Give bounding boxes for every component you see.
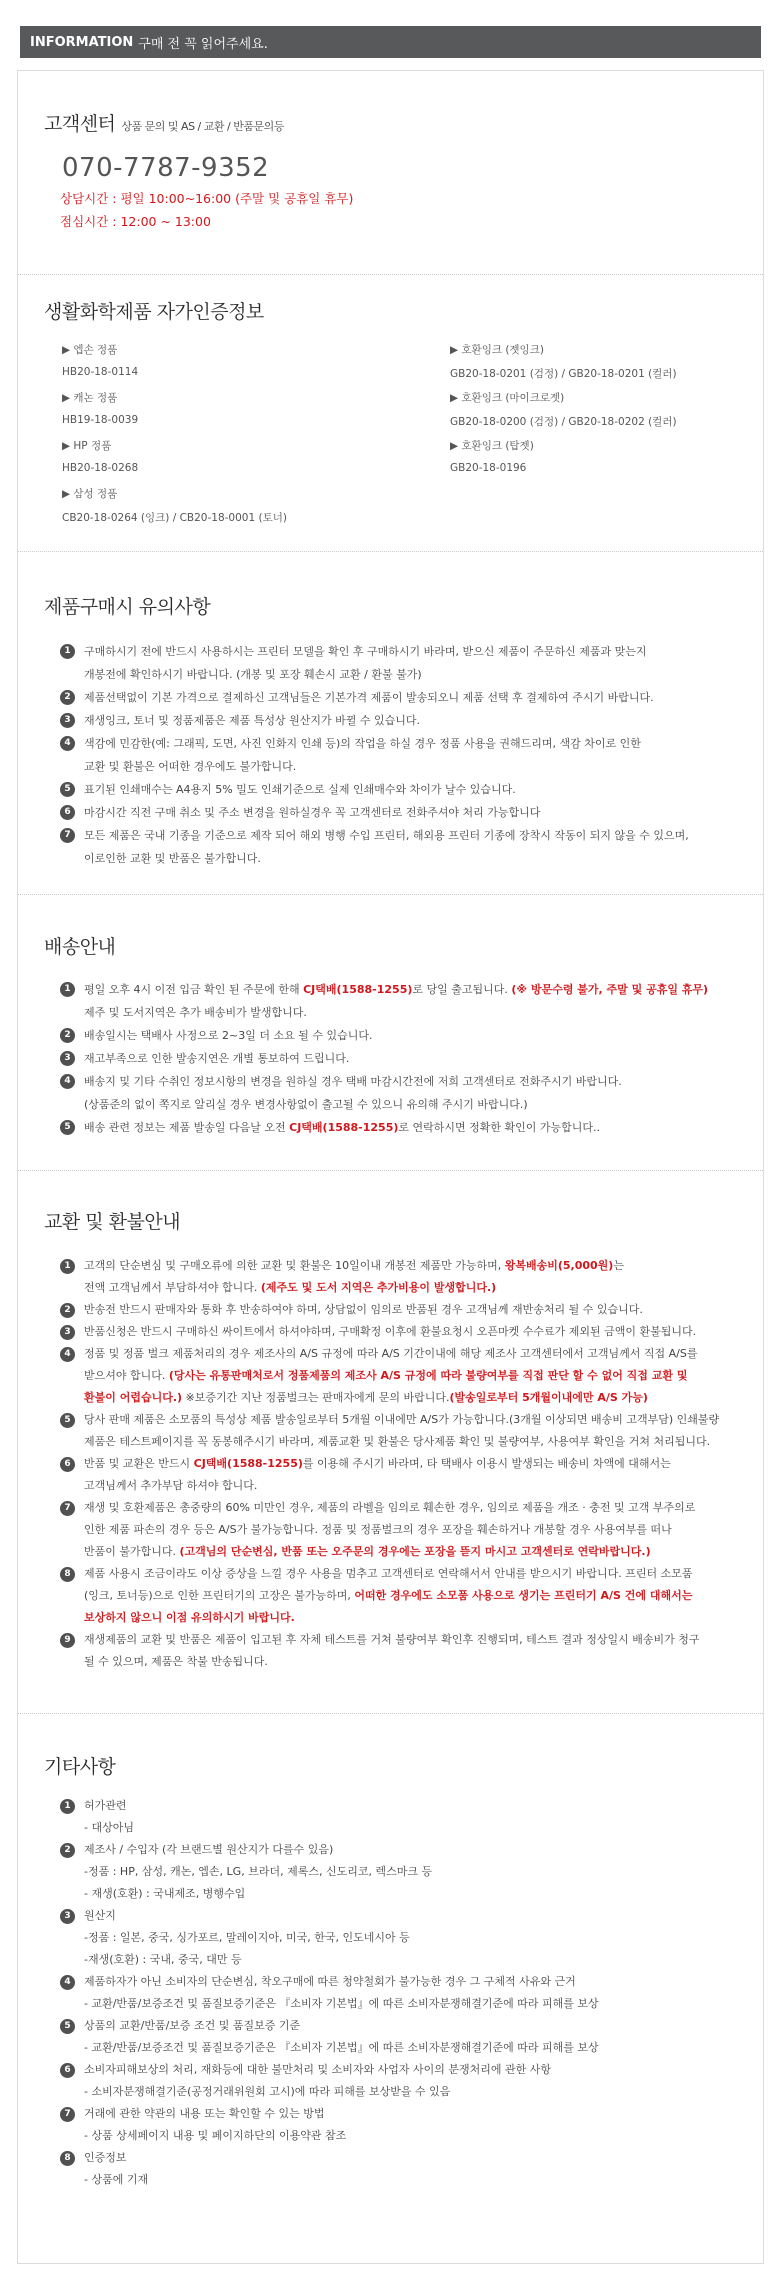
exchange-note	[60, 1409, 750, 1453]
number-badge: 4	[60, 736, 75, 751]
etc-item	[60, 2147, 750, 2191]
note-text: 를 이용해 주시기 바라며, 타 택배사 이용시 발생되는 배송비 차액에 대해서는	[302, 1457, 671, 1470]
etc-heading: 소비자피해보상의 처리, 재화등에 대한 불만처리 및 소비자와 사업자 사이의 분쟁처리에 관한 사항	[84, 2063, 551, 2076]
exchange-title: 교환 및 환불안내	[44, 1211, 181, 1233]
note-line: 재고부족으로 인한 발송지연은 개별 통보하여 드립니다.	[84, 1052, 350, 1065]
shipping-fee-highlight: 왕복배송비(5,000원)	[504, 1259, 614, 1272]
lunch-hours: 점심시간 : 12:00 ~ 13:00	[60, 214, 211, 229]
note-text: 로 당일 출고됩니다.	[412, 983, 512, 996]
customer-center-title	[44, 109, 284, 136]
etc-title: 기타사항	[44, 1756, 116, 1778]
exchange-note	[60, 1453, 750, 1497]
note-line: 색감에 민감한(예: 그래픽, 도면, 사진 인화지 인쇄 등)의 작업을 하실 경우 정품 사용을 권해드리며, 색감 차이로 인한	[84, 737, 641, 750]
note-line: 재생잉크, 토너 및 정품제품은 제품 특성상 원산지가 바뀔 수 있습니다.	[84, 714, 420, 727]
etc-item	[60, 2059, 750, 2103]
cert-left-1: ▶ 엡손 정품	[62, 344, 118, 356]
purchase-note	[60, 732, 750, 778]
section-divider	[18, 894, 763, 895]
number-badge: 1	[60, 1799, 75, 1814]
note-line: 표기된 인쇄매수는 A4용지 5% 밀도 인쇄기준으로 실제 인쇄매수와 차이가 날수 있습니다.	[84, 783, 516, 796]
number-badge: 7	[60, 1501, 75, 1516]
etc-detail: - 재생(호환) : 국내제조, 병행수입	[84, 1887, 246, 1900]
customer-center-subtitle: 상품 문의 및 AS / 교환 / 반품문의등	[121, 120, 284, 133]
etc-detail: - 대상아님	[84, 1821, 134, 1834]
number-badge: 3	[60, 713, 75, 728]
note-line: 인한 제품 파손의 경우 등은 A/S가 불가능합니다. 정품 및 정품벌크의 경우 포장을 훼손하거나 개봉할 경우 사용여부를 떠나	[84, 1523, 672, 1536]
note-line: 제품은 테스트페이지를 꼭 동봉해주시기 바라며, 제품교환 및 환불은 당사제품 확인 및 불량여부, 사용여부 확인을 거쳐 처리됩니다.	[84, 1435, 711, 1448]
exchange-note	[60, 1299, 750, 1321]
etc-item	[60, 2015, 750, 2059]
note-line: 될 수 있으며, 제품은 착불 반송됩니다.	[84, 1655, 268, 1668]
note-line: 배송일시는 택배사 사정으로 2~3일 더 소요 될 수 있습니다.	[84, 1029, 373, 1042]
number-badge: 7	[60, 2107, 75, 2122]
etc-list	[60, 1795, 750, 2191]
notice-highlight: 보상하지 않으니 이점 유의하시기 바랍니다.	[84, 1611, 295, 1624]
note-text: 반품이 불가합니다.	[84, 1545, 180, 1558]
notice-highlight: 어떠한 경우에도 소모품 사용으로 생기는 프린터기 A/S 건에 대해서는	[354, 1589, 693, 1602]
purchase-note	[60, 824, 750, 870]
notice-highlight: (제주도 및 도서 지역은 추가비용이 발생합니다.)	[260, 1281, 497, 1294]
note-line: 이로인한 교환 및 반품은 불가합니다.	[84, 852, 261, 865]
etc-detail: -정품 : 일본, 중국, 싱가포르, 말레이지아, 미국, 한국, 인도네시아 등	[84, 1931, 410, 1944]
etc-heading: 제조사 / 수입자 (각 브랜드별 원산지가 다를수 있음)	[84, 1843, 334, 1856]
purchase-notes-title: 제품구매시 유의사항	[44, 596, 211, 618]
etc-heading: 상품의 교환/반품/보증 조건 및 품질보증 기준	[84, 2019, 301, 2032]
etc-heading: 거래에 관한 약관의 내용 또는 확인할 수 있는 방법	[84, 2107, 325, 2120]
note-line: 반품신청은 반드시 구매하신 싸이트에서 하셔야하며, 구매확정 이후에 환불요청시 오픈마켓 수수료가 제외된 금액이 환불됩니다.	[84, 1325, 697, 1338]
section-divider	[18, 1713, 763, 1714]
etc-heading: 원산지	[84, 1909, 116, 1922]
etc-heading: 인증정보	[84, 2151, 127, 2164]
cert-left-7: ▶ 삼성 정품	[62, 488, 118, 500]
number-badge: 5	[60, 782, 75, 797]
notice-highlight: 환불이 어렵습니다.)	[84, 1391, 183, 1404]
number-badge: 6	[60, 805, 75, 820]
exchange-note	[60, 1255, 750, 1299]
number-badge: 6	[60, 1457, 75, 1472]
number-badge: 4	[60, 1347, 75, 1362]
cert-right-3: ▶ 호환잉크 (마이크로젯)	[450, 392, 565, 404]
business-hours: 상담시간 : 평일 10:00~16:00 (주말 및 공휴일 휴무)	[60, 191, 354, 206]
purchase-note	[60, 640, 750, 686]
note-line: 개봉전에 확인하시기 바랍니다. (개봉 및 포장 훼손시 교환 / 환불 불가)	[84, 668, 422, 681]
shipping-title: 배송안내	[44, 936, 116, 958]
note-line: 교환 및 환불은 어떠한 경우에도 불가합니다.	[84, 760, 297, 773]
section-divider	[18, 1170, 763, 1171]
note-text: 전액 고객님께서 부담하셔야 합니다.	[84, 1281, 261, 1294]
purchase-note	[60, 686, 750, 709]
note-line: 배송지 및 기타 수취인 정보시항의 변경을 원하실 경우 택배 마감시간전에 저희 고객센터로 전화주시기 바랍니다.	[84, 1075, 622, 1088]
cert-left-5: ▶ HP 정품	[62, 440, 112, 452]
etc-detail: - 상품 상세페이지 내용 및 페이지하단의 이용약관 참조	[84, 2129, 347, 2142]
etc-detail: - 상품에 기재	[84, 2173, 149, 2186]
purchase-note	[60, 801, 750, 824]
exchange-note	[60, 1629, 750, 1673]
note-line: (상품준의 없이 쪽지로 알리실 경우 변경사항없이 출고될 수 있으니 유의해 주시기 바랍니다.)	[84, 1098, 528, 1111]
etc-detail: - 교환/반품/보증조건 및 품질보증기준은 『소비자 기본법』에 따른 소비자분쟁해결기준에 따라 피해를 보상	[84, 2041, 599, 2054]
shipping-note	[60, 978, 750, 1024]
number-badge: 3	[60, 1909, 75, 1924]
etc-detail: - 교환/반품/보증조건 및 품질보증기준은 『소비자 기본법』에 따른 소비자분쟁해결기준에 따라 피해를 보상	[84, 1997, 599, 2010]
note-text: 배송 관련 정보는 제품 발송일 다음날 오전	[84, 1121, 290, 1134]
note-line: 당사 판매 제품은 소모품의 특성상 제품 발송일로부터 5개월 이내에만 A/S가 가능합니다.(3개월 이상되면 배송비 고객부담) 인쇄불량	[84, 1413, 720, 1426]
cert-left-3: ▶ 캐논 정품	[62, 392, 118, 404]
number-badge: 1	[60, 644, 75, 659]
cert-left-8: CB20-18-0264 (잉크) / CB20-18-0001 (토너)	[62, 512, 287, 524]
courier-highlight: CJ택배(1588-1255)	[289, 1121, 399, 1134]
courier-highlight: CJ택배(1588-1255)	[303, 983, 413, 996]
etc-item	[60, 1905, 750, 1971]
cert-left-6: HB20-18-0268	[62, 462, 139, 474]
number-badge: 1	[60, 1259, 75, 1274]
note-text: 평일 오후 4시 이전 입금 확인 된 주문에 한해	[84, 983, 304, 996]
number-badge: 3	[60, 1325, 75, 1340]
exchange-note	[60, 1343, 750, 1409]
note-line: 제품 사용시 조금이라도 이상 증상을 느낄 경우 사용을 멈추고 고객센터로 연락해서서 안내를 받으시기 바랍니다. 프린터 소모품	[84, 1567, 693, 1580]
number-badge: 8	[60, 1567, 75, 1582]
header-title-bold: INFORMATION	[30, 34, 134, 50]
shipping-list	[60, 978, 750, 1139]
number-badge: 2	[60, 1843, 75, 1858]
notice-highlight: (고객님의 단순변심, 반품 또는 오주문의 경우에는 포장을 뜯지 마시고 고객센터로 연락바랍니다.)	[179, 1545, 651, 1558]
note-text: 받으셔야 합니다.	[84, 1369, 169, 1382]
cert-right-6: GB20-18-0196	[450, 462, 527, 474]
exchange-note	[60, 1563, 750, 1629]
note-line: 구매하시기 전에 반드시 사용하시는 프린터 모델을 확인 후 구매하시기 바라며, 받으신 제품이 주문하신 제품과 맞는지	[84, 645, 647, 658]
number-badge: 2	[60, 1028, 75, 1043]
note-line: 정품 및 정품 벌크 제품처리의 경우 제조사의 A/S 규정에 따라 A/S 기간이내에 해당 제조사 고객센터에서 고객님께서 직접 A/S를	[84, 1347, 698, 1360]
note-text: (잉크, 토너등)으로 인한 프린터기의 고장은 불가능하며,	[84, 1589, 355, 1602]
purchase-note	[60, 709, 750, 732]
number-badge: 2	[60, 1303, 75, 1318]
etc-detail: -정품 : HP, 삼성, 캐논, 엡손, LG, 브라더, 제록스, 신도리코, 렉스마크 등	[84, 1865, 433, 1878]
shipping-note	[60, 1024, 750, 1047]
shipping-note	[60, 1070, 750, 1116]
note-line: 재생 및 호환제품은 총중량의 60% 미만인 경우, 제품의 라벨을 임의로 훼손한 경우, 임의로 제품을 개조 · 충전 및 고객 부주의로	[84, 1501, 696, 1514]
etc-item	[60, 1839, 750, 1905]
note-line: 재생제품의 교환 및 반품은 제품이 입고된 후 자체 테스트를 거쳐 불량여부 확인후 진행되며, 테스트 결과 정상일시 배송비가 청구	[84, 1633, 700, 1646]
cert-left-2: HB20-18-0114	[62, 366, 139, 378]
as-period-highlight: (발송일로부터 5개월이내에만 A/S 가능)	[449, 1391, 648, 1404]
number-badge: 2	[60, 690, 75, 705]
note-text: 는	[613, 1259, 624, 1272]
note-line: 마감시간 직전 구매 취소 및 주소 변경을 원하실경우 꼭 고객센터로 전화주셔야 처리 가능합니다	[84, 806, 541, 819]
cert-right-4: GB20-18-0200 (검정) / GB20-18-0202 (컬러)	[450, 416, 677, 428]
cert-left-4: HB19-18-0039	[62, 414, 139, 426]
certification-title: 생활화학제품 자가인증정보	[44, 301, 264, 323]
etc-detail: -재생(호환) : 국내, 중국, 대만 등	[84, 1953, 242, 1966]
number-badge: 5	[60, 1120, 75, 1135]
note-text: ※보증기간 지난 정품벌크는 판매자에게 문의 바랍니다.	[182, 1391, 450, 1404]
note-line: 고객님께서 추가부담 하셔야 합니다.	[84, 1479, 258, 1492]
etc-item	[60, 1795, 750, 1839]
section-divider	[18, 551, 763, 552]
number-badge: 8	[60, 2151, 75, 2166]
number-badge: 7	[60, 828, 75, 843]
exchange-note	[60, 1497, 750, 1563]
etc-item	[60, 2103, 750, 2147]
note-line: 모든 제품은 국내 기종을 기준으로 제작 되어 해외 병행 수입 프린터, 해외용 프린터 기종에 장착시 작동이 되지 않을 수 있으며,	[84, 829, 689, 842]
note-line: 반송전 반드시 판매자와 통화 후 반송하여야 하며, 상담없이 임의로 반품된 경우 고객님께 재반송처리 될 수 있습니다.	[84, 1303, 643, 1316]
cert-right-1: ▶ 호환잉크 (젯잉크)	[450, 344, 544, 356]
exchange-list	[60, 1255, 750, 1673]
exchange-note	[60, 1321, 750, 1343]
etc-item	[60, 1971, 750, 2015]
number-badge: 3	[60, 1051, 75, 1066]
note-line: 제품선택없이 기본 가격으로 결제하신 고객님들은 기본가격 제품이 발송되오니 제품 선택 후 결제하여 주시기 바랍니다.	[84, 691, 654, 704]
number-badge: 1	[60, 982, 75, 997]
purchase-note	[60, 778, 750, 801]
etc-detail: - 소비자분쟁해결기준(공정거래위원회 고시)에 따라 피해를 보상받을 수 있음	[84, 2085, 451, 2098]
number-badge: 5	[60, 1413, 75, 1428]
shipping-note	[60, 1116, 750, 1139]
section-divider	[18, 274, 763, 275]
number-badge: 4	[60, 1975, 75, 1990]
note-text: 로 연락하시면 정확한 확인이 가능합니다..	[398, 1121, 601, 1134]
shipping-note	[60, 1047, 750, 1070]
note-line: 제주 및 도서지역은 추가 배송비가 발생합니다.	[84, 1006, 307, 1019]
notice-highlight: (당사는 유통판매처로서 정품제품의 제조사 A/S 규정에 따라 불량여부를 직접 판단 할 수 없어 직접 교환 및	[168, 1369, 688, 1382]
notice-highlight: (※ 방문수령 불가, 주말 및 공휴일 휴무)	[511, 983, 709, 996]
note-text: 반품 및 교환은 반드시	[84, 1457, 194, 1470]
etc-heading: 허가관련	[84, 1799, 127, 1812]
number-badge: 9	[60, 1633, 75, 1648]
info-header-bar	[20, 26, 761, 58]
phone-number[interactable]: 070-7787-9352	[62, 153, 270, 183]
number-badge: 5	[60, 2019, 75, 2034]
purchase-notes-list	[60, 640, 750, 870]
header-title-rest: 구매 전 꼭 읽어주세요.	[138, 36, 268, 52]
note-text: 고객의 단순변심 및 구매오류에 의한 교환 및 환불은 10일이내 개봉전 제품만 가능하며,	[84, 1259, 505, 1272]
cert-right-5: ▶ 호환잉크 (탑젯)	[450, 440, 534, 452]
courier-highlight: CJ택배(1588-1255)	[193, 1457, 303, 1470]
customer-center-title-text: 고객센터	[44, 113, 116, 135]
number-badge: 6	[60, 2063, 75, 2078]
cert-right-2: GB20-18-0201 (검정) / GB20-18-0201 (컬러)	[450, 368, 677, 380]
etc-heading: 제품하자가 아닌 소비자의 단순변심, 착오구매에 따른 청약철회가 불가능한 경우 그 구체적 사유와 근거	[84, 1975, 576, 1988]
number-badge: 4	[60, 1074, 75, 1089]
